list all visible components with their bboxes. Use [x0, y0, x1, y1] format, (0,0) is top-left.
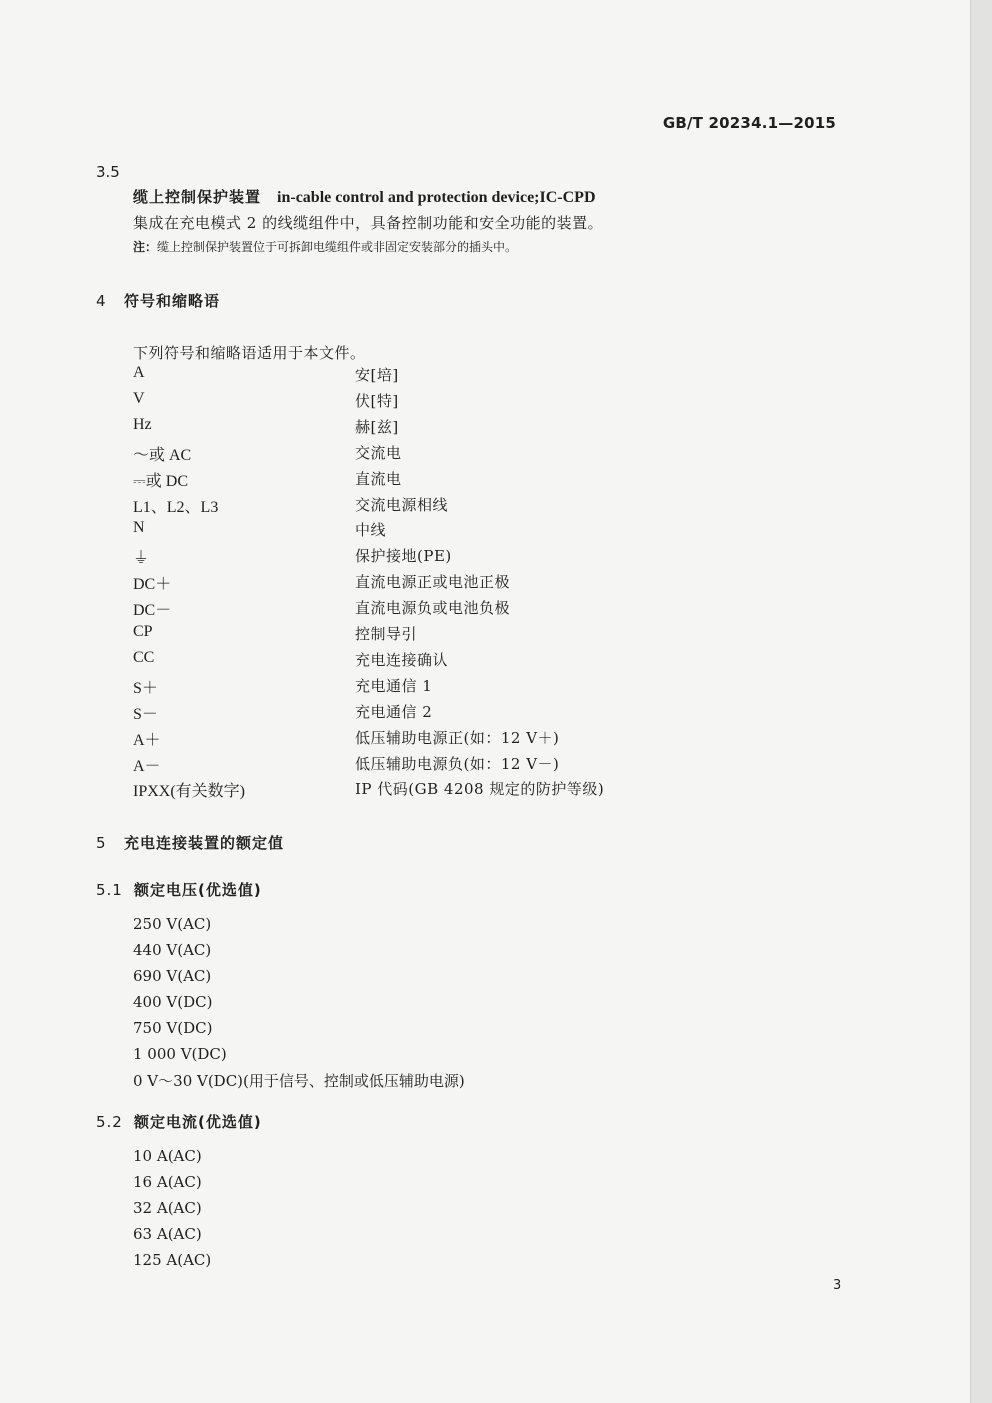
symbol-row	[0, 727, 800, 749]
symbol: A＋	[133, 732, 161, 749]
symbol-meaning: 充电连接确认	[355, 651, 449, 669]
symbol: DC＋	[133, 576, 172, 593]
symbol: Hz	[133, 416, 152, 433]
subsection-title: 额定电流(优选值)	[134, 1113, 262, 1131]
symbol-meaning: 赫[兹]	[355, 418, 399, 436]
section-title: 充电连接装置的额定值	[124, 834, 285, 852]
page-number: 3	[833, 1278, 842, 1293]
symbol-meaning: 安[培]	[355, 366, 399, 384]
subsection-heading-5-2	[96, 1111, 262, 1132]
section-title: 符号和缩略语	[124, 292, 221, 310]
symbol-meaning: IP 代码(GB 4208 规定的防护等级)	[355, 780, 605, 798]
rated-value: 125 A(AC)	[133, 1251, 212, 1269]
symbol: CC	[133, 649, 155, 666]
term-english: in-cable control and protection device;IC-CPD	[277, 189, 596, 206]
symbol: CP	[133, 623, 153, 640]
section-number: 4	[96, 292, 107, 310]
subsection-title: 额定电压(优选值)	[134, 881, 262, 899]
symbol-meaning: 低压辅助电源正(如：12 V＋)	[355, 729, 560, 747]
symbol-row	[0, 701, 800, 723]
term-note	[133, 238, 517, 255]
note-text: 缆上控制保护装置位于可拆卸电缆组件或非固定安装部分的插头中。	[157, 240, 518, 254]
symbol-meaning: 低压辅助电源负(如：12 V－)	[355, 755, 560, 773]
symbol-meaning: 保护接地(PE)	[355, 547, 452, 565]
symbol: A－	[133, 758, 161, 775]
symbol-row	[0, 364, 800, 386]
symbol-meaning: 交流电源相线	[355, 496, 449, 514]
rated-value: 690 V(AC)	[133, 967, 212, 985]
symbol: S＋	[133, 680, 158, 697]
section-intro: 下列符号和缩略语适用于本文件。	[133, 344, 366, 362]
standard-number-header: GB/T 20234.1—2015	[662, 114, 836, 132]
symbol: L1、L2、L3	[133, 499, 219, 516]
note-label: 注：	[133, 240, 158, 254]
rated-value: 0 V～30 V(DC)(用于信号、控制或低压辅助电源)	[133, 1072, 465, 1090]
symbol: S－	[133, 706, 158, 723]
subsection-number: 5.1	[96, 881, 123, 899]
symbol-row	[0, 675, 800, 697]
symbol-row	[0, 545, 800, 567]
section-heading-5	[96, 832, 284, 853]
symbol: A	[133, 364, 145, 381]
symbol-meaning: 充电通信 2	[355, 703, 433, 721]
rated-value: 63 A(AC)	[133, 1225, 202, 1243]
symbol-row	[0, 597, 800, 619]
subsection-heading-5-1	[96, 879, 262, 900]
symbol-row	[0, 649, 800, 671]
rated-value: 400 V(DC)	[133, 993, 213, 1011]
symbol: ～或 AC	[133, 447, 192, 464]
symbol-row	[0, 753, 800, 775]
rated-value: 32 A(AC)	[133, 1199, 202, 1217]
symbol-row	[0, 778, 800, 800]
symbol-meaning: 充电通信 1	[355, 677, 433, 695]
symbol-meaning: 直流电	[355, 470, 402, 488]
symbol-row	[0, 571, 800, 593]
symbol-row	[0, 416, 800, 438]
symbol: DC－	[133, 602, 172, 619]
symbol: IPXX(有关数字)	[133, 783, 245, 800]
rated-value: 10 A(AC)	[133, 1147, 202, 1165]
symbol-row	[0, 623, 800, 645]
rated-value: 16 A(AC)	[133, 1173, 202, 1191]
symbol: ⏚	[133, 550, 150, 567]
clause-number: 3.5	[96, 163, 120, 181]
term-title	[133, 186, 596, 207]
symbol-meaning: 中线	[355, 521, 387, 539]
symbol: N	[133, 519, 145, 536]
symbol-row	[0, 494, 800, 516]
symbol-row	[0, 442, 800, 464]
symbol-row	[0, 519, 800, 541]
symbol-meaning: 控制导引	[355, 625, 418, 643]
symbol-meaning: 交流电	[355, 444, 402, 462]
symbol-row	[0, 390, 800, 412]
section-number: 5	[96, 834, 107, 852]
symbol-meaning: 直流电源负或电池负极	[355, 599, 511, 617]
symbol-meaning: 直流电源正或电池正极	[355, 573, 511, 591]
rated-value: 750 V(DC)	[133, 1019, 213, 1037]
section-heading-4	[96, 290, 220, 311]
symbol-meaning: 伏[特]	[355, 392, 399, 410]
term-chinese: 缆上控制保护装置	[133, 188, 262, 206]
page-edge	[970, 0, 992, 1403]
term-definition: 集成在充电模式 2 的线缆组件中，具备控制功能和安全功能的装置。	[133, 214, 604, 232]
subsection-number: 5.2	[96, 1113, 123, 1131]
rated-value: 250 V(AC)	[133, 915, 212, 933]
symbol: ⎓或 DC	[133, 473, 188, 490]
symbol: V	[133, 390, 145, 407]
rated-value: 1 000 V(DC)	[133, 1045, 227, 1063]
symbol-row	[0, 468, 800, 490]
rated-value: 440 V(AC)	[133, 941, 212, 959]
